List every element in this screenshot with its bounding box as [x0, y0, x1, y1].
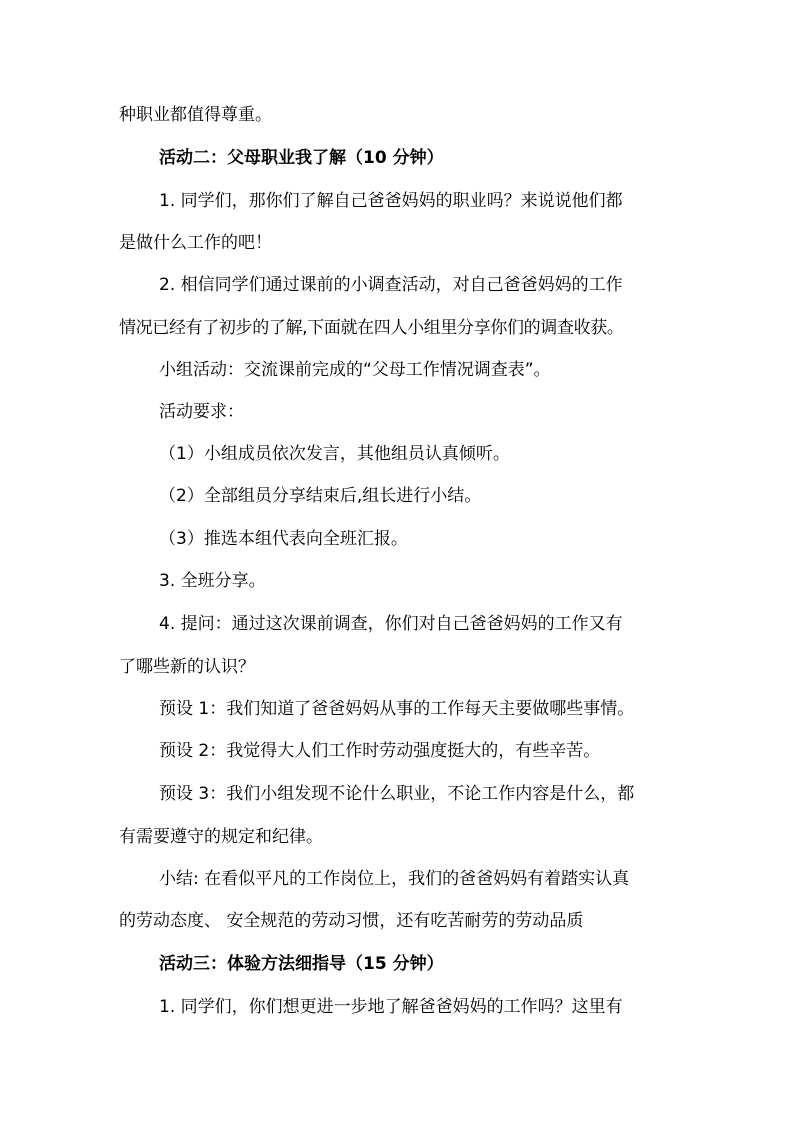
- body-line: 种职业都值得尊重。: [119, 105, 272, 125]
- body-line: 有需要遵守的规定和纪律。: [119, 827, 323, 847]
- body-line: 预设 1：我们知道了爸爸妈妈从事的工作每天主要做哪些事情。: [159, 699, 635, 719]
- body-line: 1. 同学们，你们想更进一步地了解爸爸妈妈的工作吗？这里有: [159, 997, 623, 1017]
- section-heading: 活动三：体验方法细指导（15 分钟）: [159, 954, 444, 974]
- section-heading: 活动二：父母职业我了解（10 分钟）: [159, 148, 444, 168]
- body-line: 预设 2：我觉得大人们工作时劳动强度挺大的，有些辛苦。: [159, 741, 601, 761]
- body-line: 了哪些新的认识？: [119, 657, 255, 677]
- body-line: 2. 相信同学们通过课前的小调查活动，对自己爸爸妈妈的工作: [159, 275, 623, 295]
- body-line: 预设 3：我们小组发现不论什么职业，不论工作内容是什么，都: [159, 784, 635, 804]
- body-line: 情况已经有了初步的了解,下面就在四人小组里分享你们的调查收获。: [119, 318, 624, 338]
- list-item: （2）全部组员分享结束后,组长进行小结。: [159, 486, 482, 506]
- body-line: 3. 全班分享。: [159, 571, 266, 591]
- list-item: （3）推选本组代表向全班汇报。: [159, 529, 408, 549]
- body-line: 小结: 在看似平凡的工作岗位上，我们的爸爸妈妈有着踏实认真: [159, 869, 630, 889]
- body-line: 4. 提问：通过这次课前调查，你们对自己爸爸妈妈的工作又有: [159, 614, 623, 634]
- list-item: （1）小组成员依次发言，其他组员认真倾听。: [159, 444, 510, 464]
- body-line: 是做什么工作的吧！: [119, 233, 272, 253]
- body-line: 1. 同学们，那你们了解自己爸爸妈妈的职业吗？来说说他们都: [159, 191, 623, 211]
- body-line: 的劳动态度、 安全规范的劳动习惯，还有吃苦耐劳的劳动品质: [119, 911, 584, 931]
- body-line: 小组活动：交流课前完成的“父母工作情况调查表”。: [159, 360, 551, 380]
- body-line: 活动要求：: [159, 402, 244, 422]
